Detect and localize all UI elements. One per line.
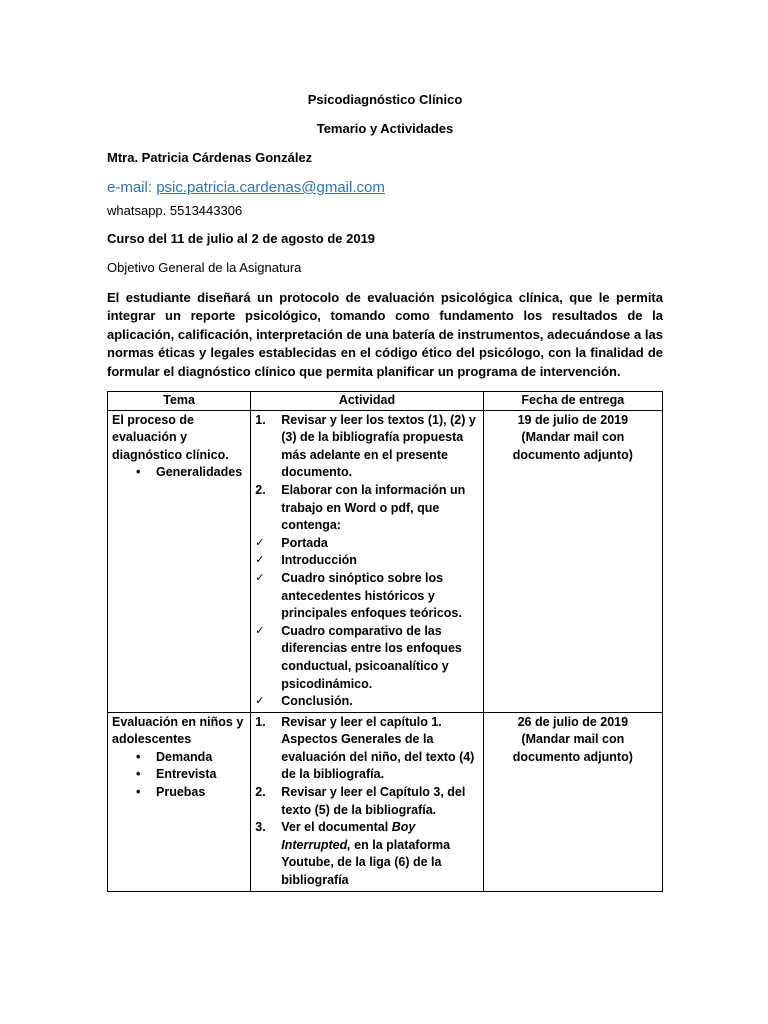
documentary-title: Boy Interrupted, xyxy=(281,820,416,852)
activities-table xyxy=(107,391,663,892)
objective-heading: Objetivo General de la Asignatura xyxy=(107,260,302,275)
tema-title: Evaluación en niños y adolescentes xyxy=(112,714,244,747)
item-number: 2. xyxy=(255,482,266,497)
due-date: 26 de julio de 2019 xyxy=(517,714,629,729)
list-item: • Demanda xyxy=(136,749,246,767)
item-text: en la plataforma Youtube, de la liga (6) de la bibliografía xyxy=(281,837,451,888)
item-text: Revisar y leer el Capítulo 3, del texto (5) de la bibliografía. xyxy=(281,785,466,817)
whatsapp-number: whatsapp. 5513443306 xyxy=(107,203,243,218)
table-row xyxy=(108,712,663,891)
list-item xyxy=(255,714,478,784)
list-item: • Pruebas xyxy=(136,784,246,802)
actividad-cell xyxy=(251,410,483,712)
item-number: 1. xyxy=(255,412,266,427)
list-item xyxy=(255,784,478,819)
email-line xyxy=(107,179,385,196)
document-title: Psicodiagnóstico Clínico xyxy=(307,92,463,107)
due-note: (Mandar mail con documento adjunto) xyxy=(512,732,633,764)
item-text: Cuadro sinóptico sobre los antecedentes históricos y principales enfoques teóricos. xyxy=(281,570,462,621)
check-item xyxy=(255,535,478,553)
checkmark-icon: ✓ xyxy=(255,536,265,549)
objective-text: El estudiante diseñará un protocolo de evaluación psicológica clínica, que le permita integrar un reporte psicológico, tomando como fundamento los resultados de la aplicación, calificación, interpretación de una batería de instrumentos, adecuándose a las normas éticas y legales establecidas en el código ético del psicólogo, con la finalidad de formular el diagnóstico clínico que permita planificar un programa de intervención. xyxy=(107,290,663,379)
checkmark-icon: ✓ xyxy=(255,624,265,637)
tema-cell xyxy=(108,712,251,891)
item-number: 3. xyxy=(255,820,266,835)
tema-bullets xyxy=(112,464,246,482)
item-text: Revisar y leer el capítulo 1. Aspectos Generales de la evaluación del niño, del texto (4) de la bibliografía. xyxy=(281,714,475,782)
checkmark-icon: ✓ xyxy=(255,571,265,584)
item-text: Elaborar con la información un trabajo en Word o pdf, que contenga: xyxy=(281,482,466,533)
tema-bullets xyxy=(112,749,246,802)
actividad-cell xyxy=(251,712,483,891)
due-note: (Mandar mail con documento adjunto) xyxy=(512,430,633,462)
check-item xyxy=(255,623,478,693)
course-dates: Curso del 11 de julio al 2 de agosto de 2019 xyxy=(107,231,376,246)
activity-list xyxy=(255,714,478,890)
due-date: 19 de julio de 2019 xyxy=(517,412,629,427)
header-fecha: Fecha de entrega xyxy=(483,392,662,411)
check-item xyxy=(255,552,478,570)
document-subtitle: Temario y Actividades xyxy=(316,121,454,136)
item-text: Cuadro comparativo de las diferencias entre los enfoques conductual, psicoanalítico y psicodinámico. xyxy=(281,623,462,691)
email-label: e-mail: xyxy=(107,179,157,196)
tema-cell xyxy=(108,410,251,712)
activity-list xyxy=(255,412,478,711)
item-text: Conclusión. xyxy=(281,694,353,709)
list-item: • Entrevista xyxy=(136,766,246,784)
item-number: 1. xyxy=(255,714,266,729)
fecha-cell xyxy=(483,410,662,712)
list-item xyxy=(255,819,478,889)
list-item xyxy=(255,482,478,535)
tema-title: El proceso de evaluación y diagnóstico clínico. xyxy=(112,412,229,462)
list-item: • Generalidades xyxy=(136,464,246,482)
list-item xyxy=(255,412,478,482)
checkmark-icon: ✓ xyxy=(255,695,265,708)
header-actividad: Actividad xyxy=(251,392,483,411)
header-tema: Tema xyxy=(108,392,251,411)
item-text: Portada xyxy=(281,535,328,550)
item-text: Revisar y leer los textos (1), (2) y (3) de la bibliografía propuesta más adelante en el presente documento. xyxy=(281,412,476,480)
fecha-cell xyxy=(483,712,662,891)
item-text: Introducción xyxy=(281,553,357,568)
author-name: Mtra. Patricia Cárdenas González xyxy=(107,150,313,165)
checkmark-icon: ✓ xyxy=(255,554,265,567)
check-item xyxy=(255,570,478,623)
table-row xyxy=(108,410,663,712)
email-link[interactable]: psic.patricia.cardenas@gmail.com xyxy=(156,179,385,196)
item-text: Ver el documental xyxy=(281,820,392,835)
item-number: 2. xyxy=(255,785,266,800)
table-header-row xyxy=(108,392,663,411)
check-item xyxy=(255,693,478,711)
